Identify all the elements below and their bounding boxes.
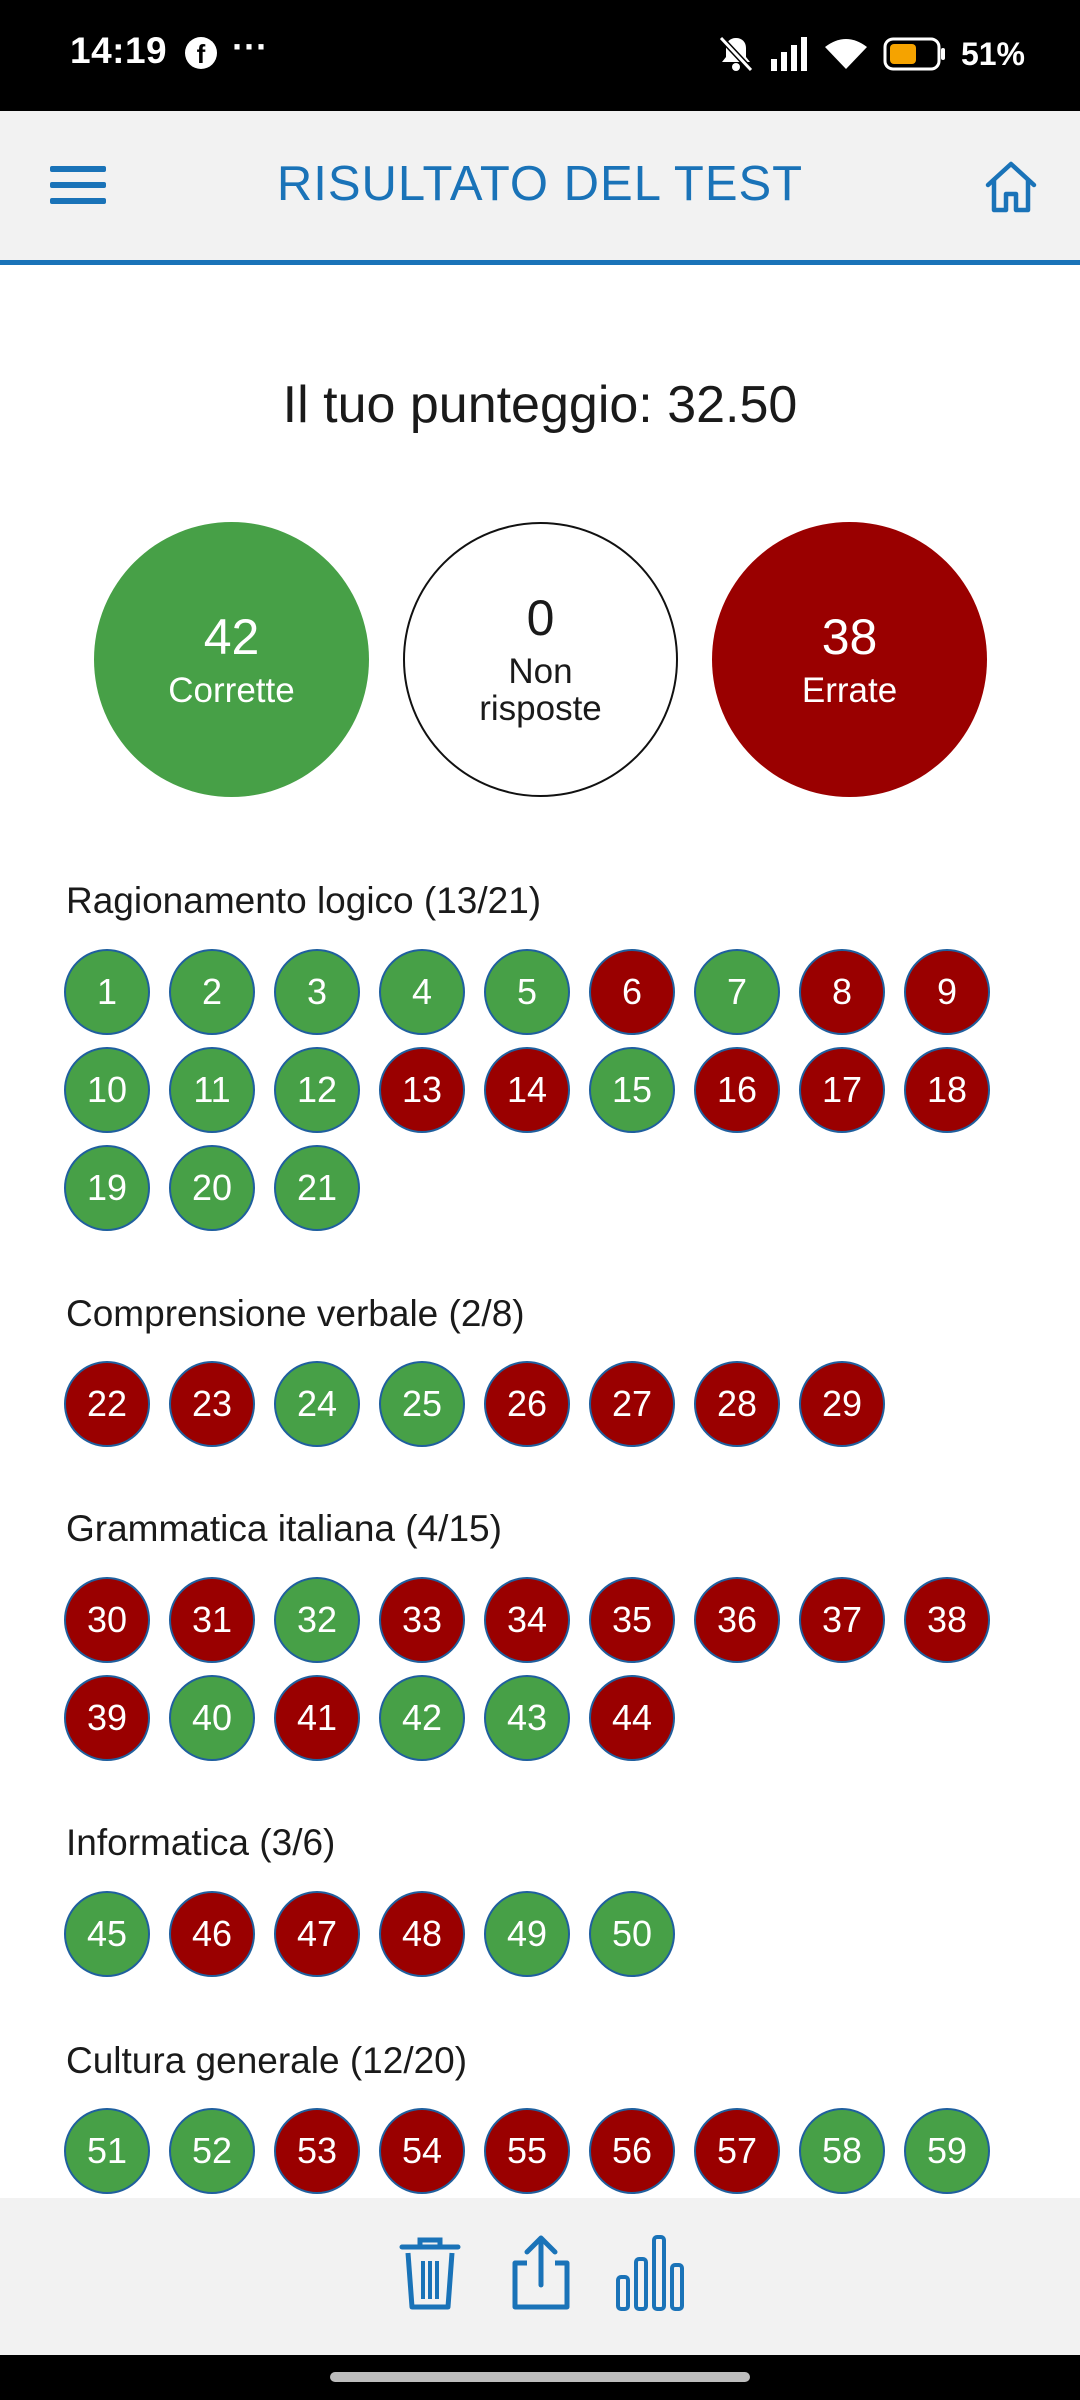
score-text: Il tuo punteggio: 32.50 (282, 376, 798, 434)
question-row (64, 1891, 675, 1977)
wrong-count: 38 (821, 608, 878, 665)
question-bubble[interactable]: 20 (169, 1145, 255, 1231)
question-bubble[interactable]: 24 (274, 1361, 360, 1447)
more-notifications-icon: ··· (232, 26, 268, 67)
question-bubble[interactable]: 34 (484, 1577, 570, 1663)
bell-muted-icon (717, 34, 755, 74)
question-bubble[interactable]: 47 (274, 1891, 360, 1977)
question-bubble[interactable]: 13 (379, 1047, 465, 1133)
section-title: Grammatica italiana (4/15) (66, 1508, 502, 1549)
question-bubble[interactable]: 4 (379, 949, 465, 1035)
question-bubble[interactable]: 35 (589, 1577, 675, 1663)
signal-icon (769, 37, 809, 71)
question-bubble[interactable]: 40 (169, 1675, 255, 1761)
question-bubble[interactable]: 17 (799, 1047, 885, 1133)
unanswered-count: 0 (526, 590, 555, 647)
question-bubble[interactable]: 5 (484, 949, 570, 1035)
question-bubble[interactable]: 19 (64, 1145, 150, 1231)
battery-percent: 51% (960, 35, 1025, 72)
question-bubble[interactable]: 57 (694, 2108, 780, 2194)
question-bubble[interactable]: 10 (64, 1047, 150, 1133)
question-bubble[interactable]: 31 (169, 1577, 255, 1663)
app-bar (0, 111, 1080, 265)
question-bubble[interactable]: 16 (694, 1047, 780, 1133)
question-bubble[interactable]: 49 (484, 1891, 570, 1977)
question-bubble[interactable]: 44 (589, 1675, 675, 1761)
battery-icon (883, 37, 947, 71)
question-bubble[interactable]: 21 (274, 1145, 360, 1231)
trash-icon[interactable] (392, 2233, 468, 2313)
question-bubble[interactable]: 56 (589, 2108, 675, 2194)
question-bubble[interactable]: 37 (799, 1577, 885, 1663)
question-bubble[interactable]: 26 (484, 1361, 570, 1447)
question-bubble[interactable]: 12 (274, 1047, 360, 1133)
page-title: RISULTATO DEL TEST (276, 157, 804, 211)
question-bubble[interactable]: 25 (379, 1361, 465, 1447)
section-title: Comprensione verbale (2/8) (66, 1293, 525, 1334)
question-bubble[interactable]: 45 (64, 1891, 150, 1977)
question-row (64, 1675, 675, 1761)
system-nav-bar (0, 2355, 1080, 2400)
status-time: 14:19 (70, 30, 168, 71)
question-row (64, 1361, 885, 1447)
correct-label: Corrette (168, 670, 295, 710)
question-bubble[interactable]: 42 (379, 1675, 465, 1761)
question-bubble[interactable]: 39 (64, 1675, 150, 1761)
share-icon[interactable] (503, 2233, 579, 2313)
bottom-toolbar (0, 2198, 1080, 2355)
status-bar (0, 0, 1080, 111)
question-bubble[interactable]: 6 (589, 949, 675, 1035)
question-bubble[interactable]: 14 (484, 1047, 570, 1133)
question-bubble[interactable]: 36 (694, 1577, 780, 1663)
question-row (64, 1047, 990, 1133)
question-bubble[interactable]: 9 (904, 949, 990, 1035)
question-row (64, 1577, 990, 1663)
summary (0, 522, 1080, 797)
question-bubble[interactable]: 38 (904, 1577, 990, 1663)
question-bubble[interactable]: 58 (799, 2108, 885, 2194)
question-bubble[interactable]: 43 (484, 1675, 570, 1761)
unanswered-count-circle (403, 522, 678, 797)
section-title: Cultura generale (12/20) (66, 2040, 468, 2081)
correct-count: 42 (203, 608, 260, 665)
section-title: Informatica (3/6) (66, 1822, 336, 1863)
wrong-count-circle (712, 522, 987, 797)
question-bubble[interactable]: 41 (274, 1675, 360, 1761)
question-bubble[interactable]: 1 (64, 949, 150, 1035)
question-bubble[interactable]: 23 (169, 1361, 255, 1447)
question-bubble[interactable]: 54 (379, 2108, 465, 2194)
question-bubble[interactable]: 30 (64, 1577, 150, 1663)
question-bubble[interactable]: 22 (64, 1361, 150, 1447)
home-icon[interactable] (982, 158, 1040, 216)
question-bubble[interactable]: 27 (589, 1361, 675, 1447)
question-bubble[interactable]: 59 (904, 2108, 990, 2194)
question-bubble[interactable]: 52 (169, 2108, 255, 2194)
unanswered-label: Non risposte (479, 652, 602, 728)
question-bubble[interactable]: 29 (799, 1361, 885, 1447)
question-bubble[interactable]: 46 (169, 1891, 255, 1977)
stats-icon[interactable] (612, 2233, 688, 2313)
question-bubble[interactable]: 28 (694, 1361, 780, 1447)
question-bubble[interactable]: 11 (169, 1047, 255, 1133)
question-bubble[interactable]: 33 (379, 1577, 465, 1663)
question-bubble[interactable]: 18 (904, 1047, 990, 1133)
question-row (64, 2108, 990, 2194)
question-row (64, 1145, 360, 1231)
gesture-handle[interactable] (330, 2372, 750, 2382)
question-bubble[interactable]: 8 (799, 949, 885, 1035)
wifi-icon (823, 37, 869, 71)
question-bubble[interactable]: 2 (169, 949, 255, 1035)
section-title: Ragionamento logico (13/21) (66, 880, 542, 921)
question-bubble[interactable]: 55 (484, 2108, 570, 2194)
correct-count-circle (94, 522, 369, 797)
question-bubble[interactable]: 48 (379, 1891, 465, 1977)
question-bubble[interactable]: 53 (274, 2108, 360, 2194)
question-bubble[interactable]: 32 (274, 1577, 360, 1663)
facebook-icon: f (185, 37, 217, 69)
question-bubble[interactable]: 50 (589, 1891, 675, 1977)
wrong-label: Errate (801, 670, 898, 710)
question-bubble[interactable]: 15 (589, 1047, 675, 1133)
question-bubble[interactable]: 3 (274, 949, 360, 1035)
question-bubble[interactable]: 7 (694, 949, 780, 1035)
question-bubble[interactable]: 51 (64, 2108, 150, 2194)
question-row (64, 949, 990, 1035)
